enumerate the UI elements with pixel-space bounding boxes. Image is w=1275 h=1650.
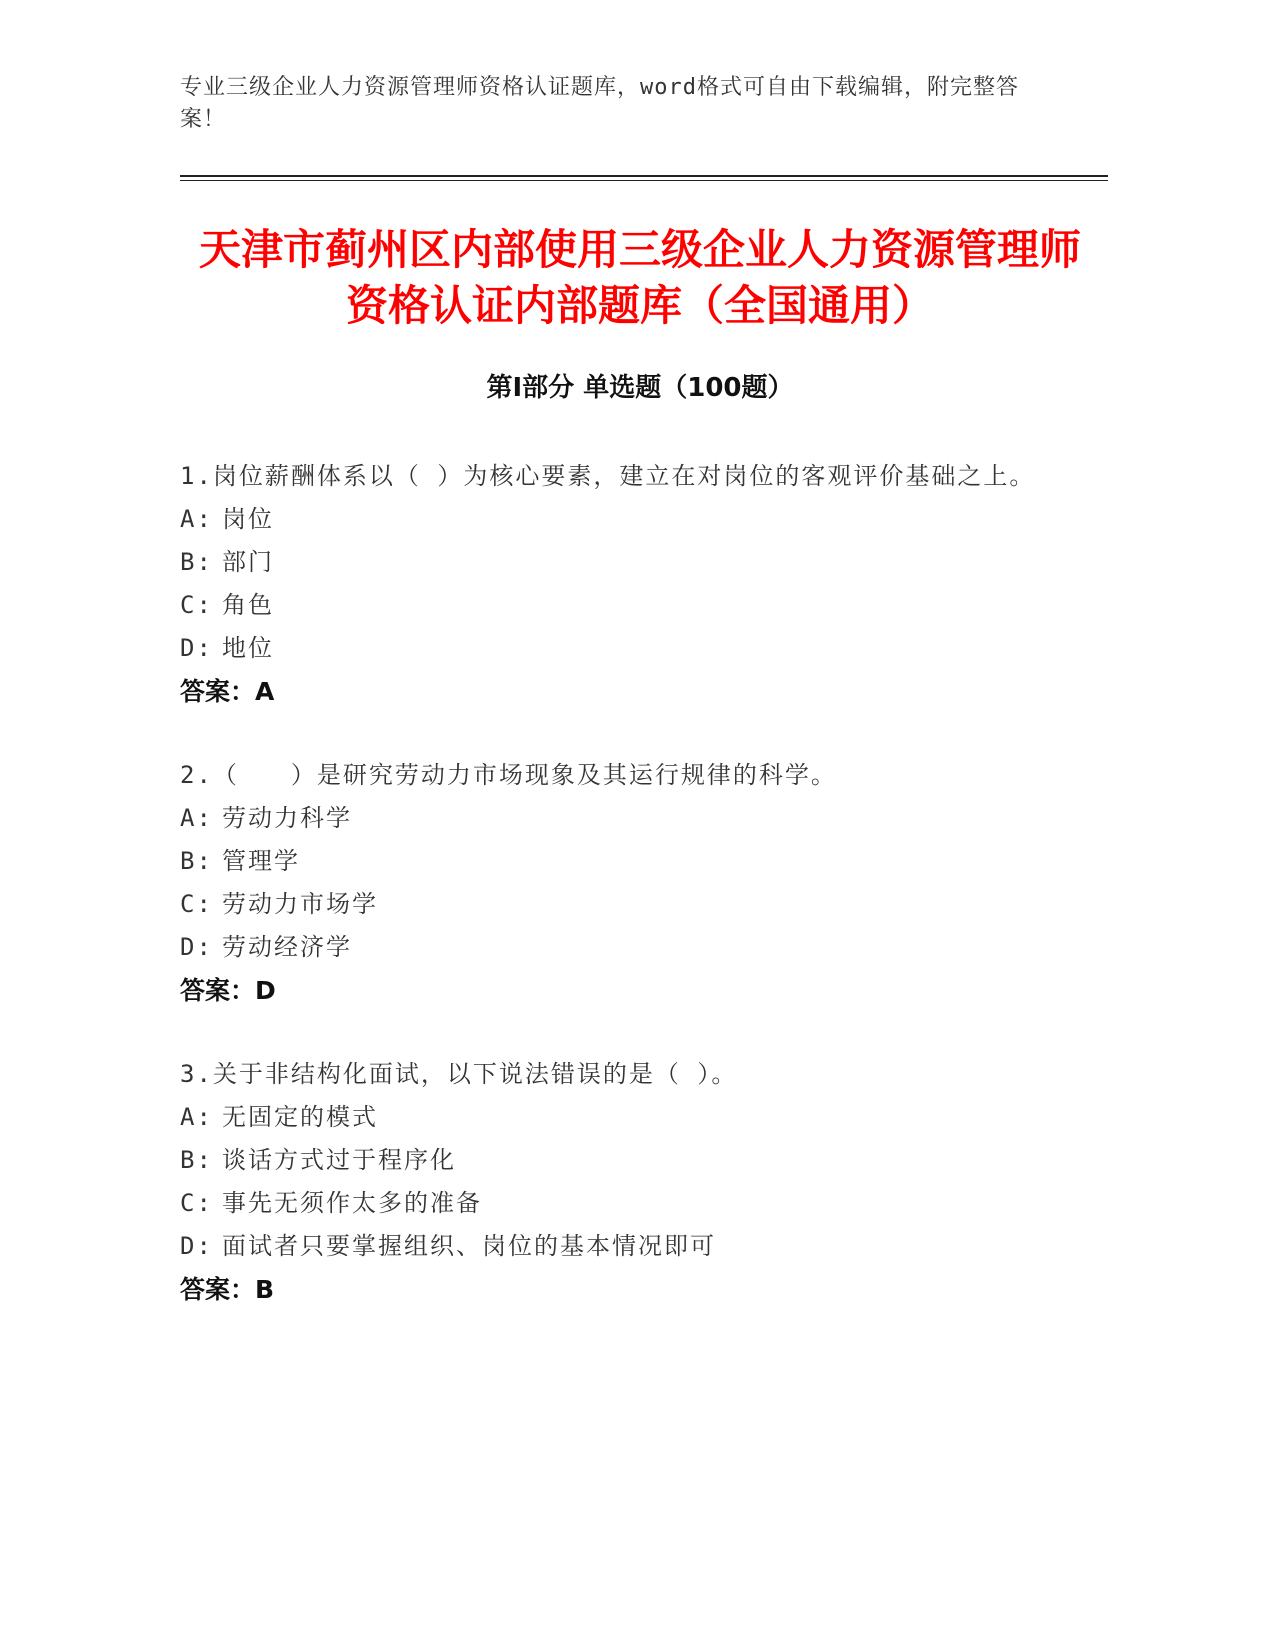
option-d	[180, 627, 1040, 670]
question-item	[180, 1053, 1040, 1312]
option-c	[180, 1182, 1040, 1225]
option-b	[180, 1139, 1040, 1182]
option-letter: A:	[180, 1103, 213, 1131]
option-text: 劳动力市场学	[222, 890, 378, 918]
section-heading: 第I部分 单选题（100题）	[486, 373, 794, 403]
header-note: 专业三级企业人力资源管理师资格认证题库，word格式可自由下载编辑，附完整答案！	[180, 75, 1019, 132]
option-letter: A:	[180, 804, 213, 832]
option-letter: C:	[180, 1189, 213, 1217]
option-letter: A:	[180, 505, 213, 533]
option-letter: C:	[180, 890, 213, 918]
question-stem: 1.岗位薪酬体系以（ ）为核心要素，建立在对岗位的客观评价基础之上。	[180, 462, 1036, 490]
answer-line: 答案：B	[180, 1275, 275, 1304]
answer-line: 答案：A	[180, 677, 275, 706]
option-b	[180, 541, 1040, 584]
option-text: 事先无须作太多的准备	[222, 1189, 482, 1217]
option-text: 劳动力科学	[222, 804, 352, 832]
option-a	[180, 1096, 1040, 1139]
question-list	[180, 455, 1040, 1352]
option-letter: D:	[180, 634, 213, 662]
option-text: 部门	[222, 548, 274, 576]
question-stem: 2.（ ）是研究劳动力市场现象及其运行规律的科学。	[180, 761, 837, 789]
option-letter: D:	[180, 933, 213, 961]
option-text: 劳动经济学	[222, 933, 352, 961]
option-c	[180, 584, 1040, 627]
option-d	[180, 926, 1040, 969]
option-text: 谈话方式过于程序化	[222, 1146, 456, 1174]
option-letter: B:	[180, 847, 213, 875]
question-stem: 3.关于非结构化面试，以下说法错误的是（ ）。	[180, 1060, 738, 1088]
answer-line: 答案：D	[180, 976, 276, 1005]
document-title: 天津市蓟州区内部使用三级企业人力资源管理师资格认证内部题库（全国通用）	[198, 225, 1081, 330]
option-letter: C:	[180, 591, 213, 619]
option-a	[180, 797, 1040, 840]
option-letter: B:	[180, 1146, 213, 1174]
question-item	[180, 754, 1040, 1013]
option-text: 无固定的模式	[222, 1103, 378, 1131]
question-item	[180, 455, 1040, 714]
option-letter: D:	[180, 1232, 213, 1260]
option-d	[180, 1225, 1040, 1268]
header-divider-thin	[180, 180, 1108, 181]
option-text: 岗位	[222, 505, 274, 533]
header-divider	[180, 175, 1108, 177]
option-text: 面试者只要掌握组织、岗位的基本情况即可	[222, 1232, 716, 1260]
option-text: 管理学	[222, 847, 300, 875]
option-b	[180, 840, 1040, 883]
option-text: 角色	[222, 591, 274, 619]
option-letter: B:	[180, 548, 213, 576]
option-a	[180, 498, 1040, 541]
option-c	[180, 883, 1040, 926]
option-text: 地位	[222, 634, 274, 662]
